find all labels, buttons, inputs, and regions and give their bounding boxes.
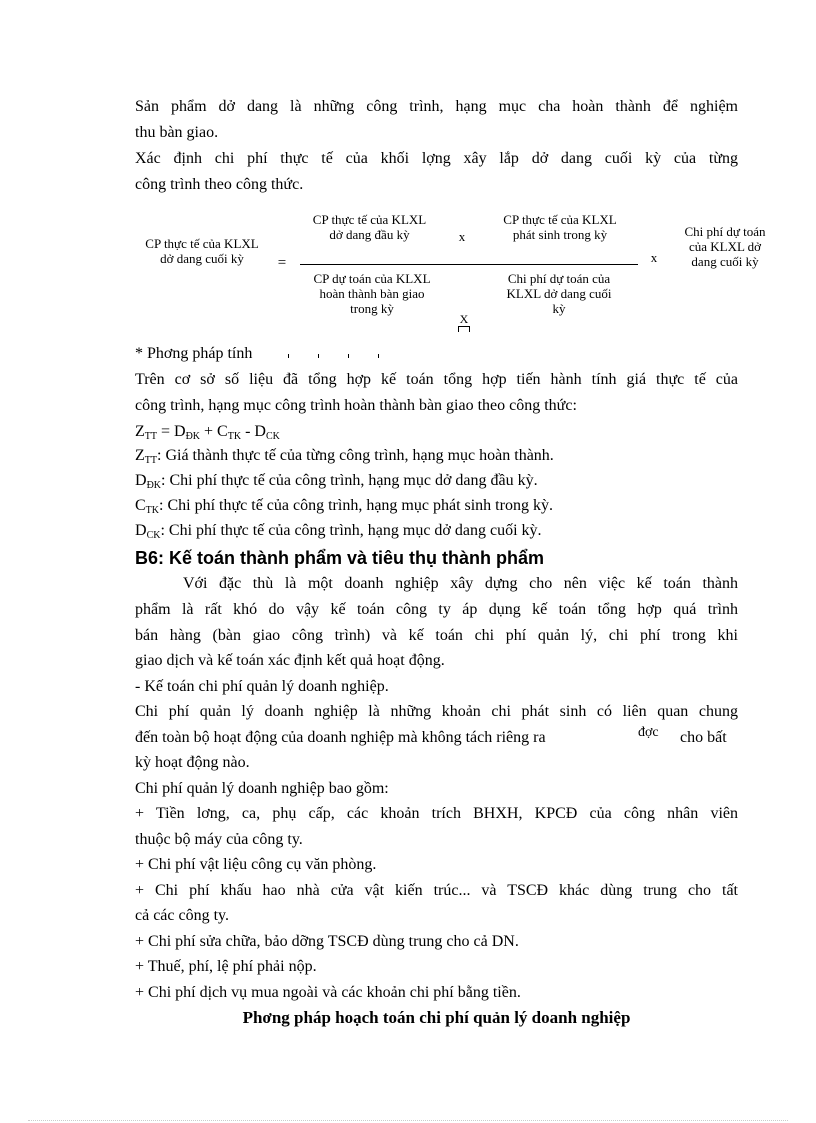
- formula-right-term: Chi phí dự toán của KLXL dở dang cuối kỳ: [684, 224, 766, 269]
- formula-times-3: X: [459, 312, 469, 326]
- para-line: - Kế toán chi phí quản lý doanh nghiệp.: [135, 678, 389, 695]
- para-line: đến toàn bộ hoạt động của doanh nghiệp mà không tách riêng ra: [135, 729, 546, 746]
- para-line: Với đặc thù là một doanh nghiệp xây dựng cho nên việc kế toán thành: [183, 575, 738, 592]
- formula-numerator-1: CP thực tế của KLXL dở dang đầu kỳ: [312, 212, 427, 242]
- list-item: + Thuế, phí, lệ phí phải nộp.: [135, 958, 317, 975]
- formula-denominator-1: CP dự toán của KLXL hoàn thành bàn giao trong kỳ: [313, 271, 431, 316]
- closing-heading: Phơng pháp hoạch toán chi phí quản lý doanh nghiệp: [242, 1008, 631, 1027]
- formula-times-1: x: [458, 229, 466, 244]
- definition-line: $D_{CK}$: Chi phí thực tế của công trình, hạng mục dở dang cuối kỳ.: [135, 522, 542, 541]
- method-line-1: Trên cơ sở số liệu đã tổng hợp kế toán tổng hợp tiến hành tính giá thực tế của: [135, 371, 738, 388]
- body-line-2: thu bàn giao.: [135, 124, 219, 141]
- formula-box-mark: [458, 326, 470, 332]
- method-line-2: công trình, hạng mục công trình hoàn thành bàn giao theo công thức:: [135, 397, 577, 414]
- price-formula: $Z_{TT} = D_{ĐK} + C_{TK} - D_{CK}$: [135, 423, 280, 442]
- list-item: + Chi phí dịch vụ mua ngoài và các khoản chi phí bằng tiền.: [135, 984, 521, 1001]
- para-line: kỳ hoạt động nào.: [135, 754, 250, 771]
- body-line-4: công trình theo công thức.: [135, 176, 304, 193]
- formula-fraction-bar: [300, 264, 638, 265]
- definition-line: $D_{ĐK}$: Chi phí thực tế của công trình, hạng mục dở dang đầu kỳ.: [135, 472, 538, 491]
- formula-equals: =: [277, 255, 287, 271]
- page-bottom-rule: [28, 1120, 788, 1121]
- list-item-cont: thuộc bộ máy của công ty.: [135, 831, 303, 848]
- formula-left-term: CP thực tế của KLXL dở dang cuối kỳ: [145, 236, 259, 266]
- para-line: bán hàng (bàn giao công trình) và kế toán chi phí quản lý, chi phí trong khi: [135, 627, 738, 644]
- list-item: + Chi phí vật liệu công cụ văn phòng.: [135, 856, 377, 873]
- para-line-end: cho bất: [680, 729, 727, 746]
- method-heading: * Phơng pháp tính: [135, 345, 253, 362]
- definition-line: $C_{TK}$: Chi phí thực tế của công trình, hạng mục phát sinh trong kỳ.: [135, 497, 553, 516]
- formula-times-2: x: [650, 250, 658, 265]
- para-line: giao dịch và kế toán xác định kết quả hoạt động.: [135, 652, 445, 669]
- list-item: + Chi phí khấu hao nhà cửa vật kiến trúc... và TSCĐ khác dùng trung cho tất: [135, 882, 738, 899]
- list-item: + Chi phí sửa chữa, bảo dỡng TSCĐ dùng trung cho cả DN.: [135, 933, 519, 950]
- formula-numerator-2: CP thực tế của KLXL phát sinh trong kỳ: [503, 212, 617, 242]
- para-word-raised: đợc: [638, 725, 659, 740]
- body-line-3: Xác định chi phí thực tế của khối lợng xây lắp dở dang cuối kỳ của từng: [135, 150, 738, 167]
- para-line: Chi phí quản lý doanh nghiệp là những khoản chi phát sinh có liên quan chung: [135, 703, 738, 720]
- section-heading: B6: Kế toán thành phẩm và tiêu thụ thành phẩm: [135, 548, 545, 568]
- formula-denominator-2: Chi phí dự toán của KLXL dở dang cuối kỳ: [506, 271, 612, 316]
- clipped-text-remnant: [288, 354, 398, 358]
- para-line: phẩm là rất khó do vậy kế toán công ty áp dụng kế toán tổng hợp quá trình: [135, 601, 738, 618]
- list-item-cont: cả các công ty.: [135, 907, 230, 924]
- body-line-1: Sản phẩm dở dang là những công trình, hạng mục cha hoàn thành để nghiệm: [135, 98, 738, 115]
- definition-line: $Z_{TT}$: Giá thành thực tế của từng công trình, hạng mục hoàn thành.: [135, 447, 554, 466]
- list-item: + Tiền lơng, ca, phụ cấp, các khoản trích BHXH, KPCĐ của công nhân viên: [135, 805, 738, 822]
- para-line: Chi phí quản lý doanh nghiệp bao gồm:: [135, 780, 389, 797]
